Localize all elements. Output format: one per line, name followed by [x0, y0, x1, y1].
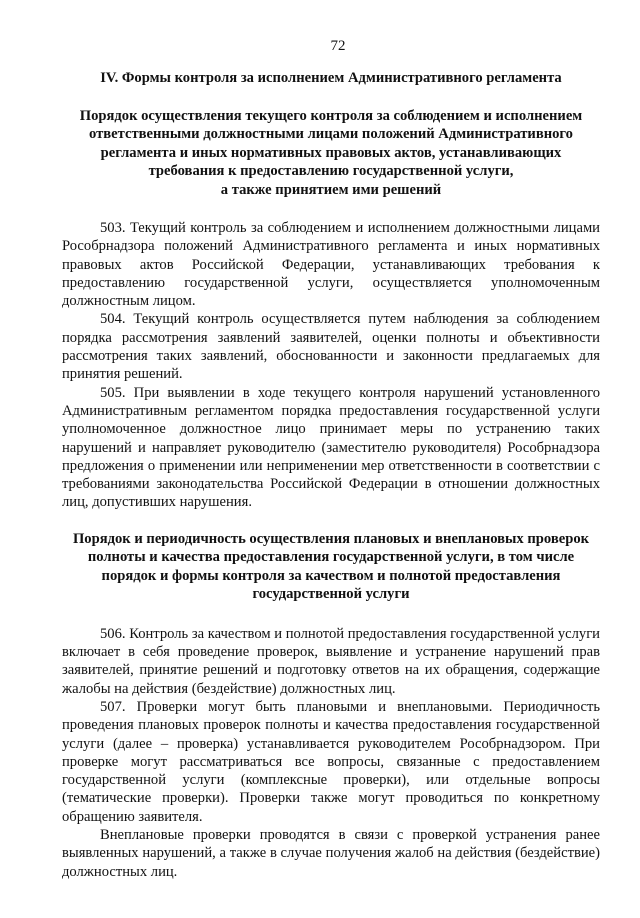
section-title: IV. Формы контроля за исполнением Административного регламента	[100, 70, 562, 86]
paragraph-506: 506. Контроль за качеством и полнотой предоставления государственной услуги включает в себя проведение проверок, выявление и устранение нарушений прав заявителей, принятие решений и подготовку ответов на их обращения, содержащие жалобы на действия (бездействие) должностных лиц.	[62, 625, 600, 697]
paragraph-505: 505. При выявлении в ходе текущего контроля нарушений установленного Административным регламентом порядка предоставления государственной услуги уполномоченное должностное лицо принимает меры по устранению таких нарушений и направляет руководителю (заместителю руководителя) Рособрнадзора предложения о применении или неприменении мер ответственности в соответствии с требованиями законодательства Российской Федерации в отношении должностных лиц, допустивших нарушения.	[62, 384, 600, 511]
page-number: 72	[330, 38, 346, 54]
paragraph-503: 503. Текущий контроль за соблюдением и исполнением должностными лицами Рособрнадзора положений Административного регламента и иных нормативных правовых актов Российской Федерации, устанавливающих требования к предоставлению государственной услуги, осуществляется уполномоченным должностным лицом.	[62, 220, 600, 310]
subsection-1-title-line: Порядок осуществления текущего контроля за соблюдением и исполнением	[79, 107, 583, 124]
subsection-1-title-line: требования к предоставлению государственной услуги,	[148, 163, 514, 179]
subsection-1-title-line: ответственными должностными лицами положений Административного	[89, 126, 573, 142]
paragraph-504: 504. Текущий контроль осуществляется путем наблюдения за соблюдением порядка рассмотрения заявлений заявителей, оценки полноты и объективности рассмотрения таких заявлений, обоснованности и законности предлагаемых для принятия решений.	[62, 311, 600, 383]
subsection-1-title-line: регламента и иных нормативных правовых актов, устанавливающих	[100, 144, 562, 161]
subsection-2-title-line: государственной услуги	[252, 586, 410, 603]
subsection-1-title-line: а также принятием ими решений	[220, 181, 442, 198]
subsection-2-title-line: порядок и формы контроля за качеством и полнотой предоставления	[101, 567, 561, 584]
subsection-2-title	[62, 530, 600, 604]
subsection-1-title	[62, 107, 600, 200]
subsection-2-title-line: Порядок и периодичность осуществления плановых и внеплановых проверок	[72, 530, 590, 547]
paragraph-unplanned-checks: Внеплановые проверки проводятся в связи с проверкой устранения ранее выявленных нарушений, а также в случае получения жалоб на действия (бездействие) должностных лиц.	[62, 827, 600, 880]
paragraph-507: 507. Проверки могут быть плановыми и внеплановыми. Периодичность проведения плановых проверок полноты и качества предоставления государственной услуги (далее – проверка) устанавливается руководителем Рособрнадзором. При проверке могут рассматриваться все вопросы, связанные с предоставлением государственной услуги (комплексные проверки), или отдельные вопросы (тематические проверки). Проверки также могут проводиться по конкретному обращению заявителя.	[62, 698, 600, 825]
subsection-2-title-line: полноты и качества предоставления государственной услуги, в том числе	[87, 549, 575, 566]
